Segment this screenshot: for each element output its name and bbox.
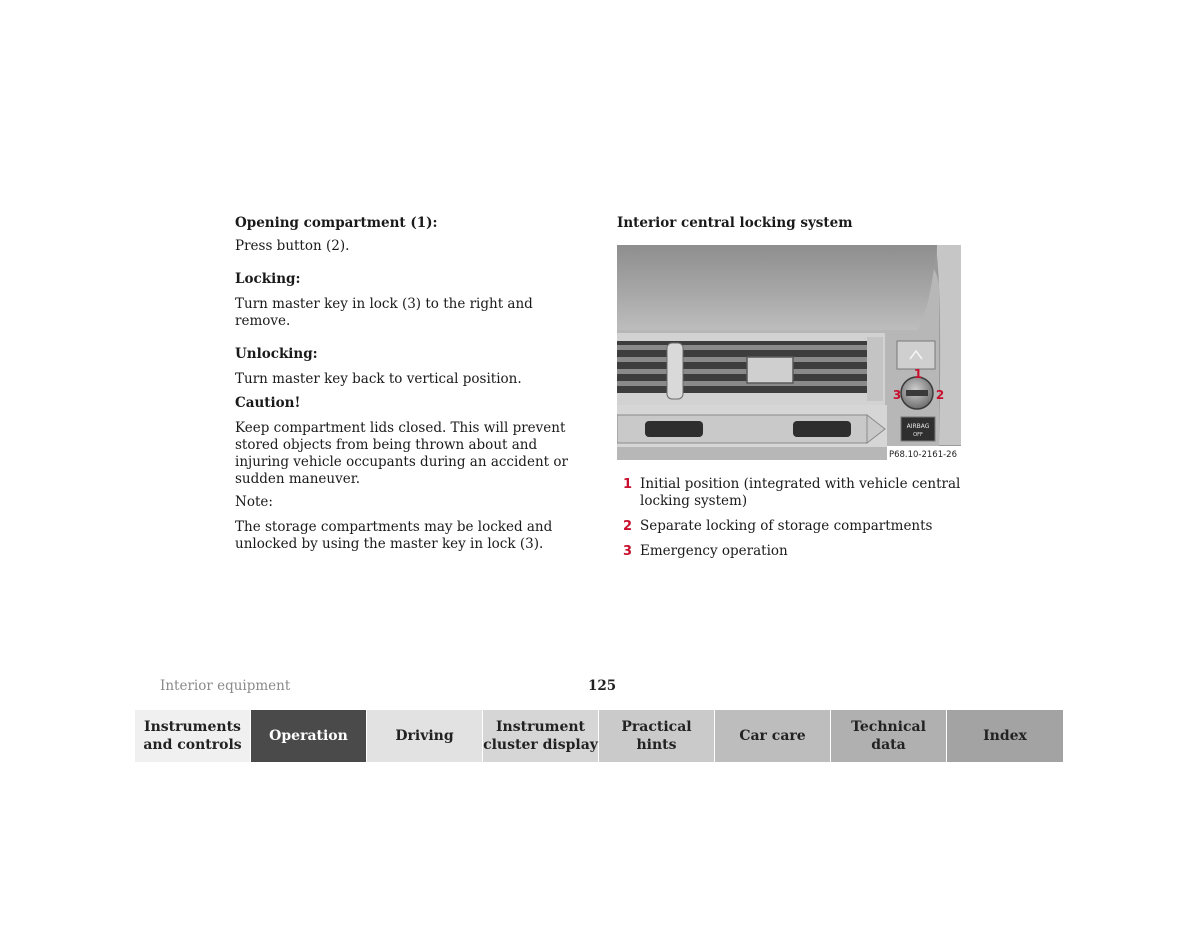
dashboard-illustration [617, 245, 961, 460]
unlocking-text: Turn master key back to vertical position. [235, 371, 522, 387]
opening-heading: Opening compartment (1): [235, 215, 438, 231]
callout-2: 2 [935, 388, 945, 402]
opening-text: Press button (2). [235, 238, 350, 254]
legend-text: Initial position (integrated with vehicle central locking system) [640, 476, 961, 509]
callout-1: 1 [913, 367, 923, 381]
locking-text: Turn master key in lock (3) to the right and remove. [235, 296, 533, 329]
footer-section-title: Interior equipment [160, 678, 291, 694]
legend-text: Emergency operation [640, 543, 788, 559]
section-heading: Interior central locking system [617, 215, 853, 231]
tab-practical-hints[interactable]: Practical hints [599, 710, 715, 762]
legend-text: Separate locking of storage compartments [640, 518, 933, 534]
legend-item [623, 476, 963, 510]
page-number: 125 [588, 678, 617, 694]
airbag-sub-label: OFF [913, 432, 923, 438]
figure-legend [623, 476, 963, 568]
right-column [617, 214, 967, 232]
tab-instruments-and-controls[interactable]: Instruments and controls [135, 710, 251, 762]
legend-item [623, 518, 963, 535]
note-label: Note: [235, 494, 273, 510]
tab-driving[interactable]: Driving [367, 710, 483, 762]
legend-number: 3 [623, 544, 633, 559]
tab-operation[interactable]: Operation [251, 710, 367, 762]
left-column [235, 214, 585, 553]
tab-index[interactable]: Index [947, 710, 1063, 762]
unlocking-heading: Unlocking: [235, 346, 318, 362]
chapter-nav [135, 710, 1064, 762]
caution-heading: Caution! [235, 395, 301, 411]
figure-code: P68.10-2161-26 [888, 450, 957, 460]
legend-item [623, 543, 963, 560]
airbag-label: AIRBAG [906, 423, 930, 430]
caution-text: Keep compartment lids closed. This will prevent stored objects from being thrown about and injuring vehicle occupants during an accident or sudden maneuver. [235, 420, 568, 487]
locking-heading: Locking: [235, 271, 301, 287]
tab-technical-data[interactable]: Technical data [831, 710, 947, 762]
tab-car-care[interactable]: Car care [715, 710, 831, 762]
tab-instrument-cluster-display[interactable]: Instrument cluster display [483, 710, 599, 762]
callout-3: 3 [892, 388, 902, 402]
legend-number: 1 [623, 477, 633, 492]
legend-number: 2 [623, 519, 633, 534]
note-text: The storage compartments may be locked and unlocked by using the master key in lock (3). [235, 519, 553, 552]
